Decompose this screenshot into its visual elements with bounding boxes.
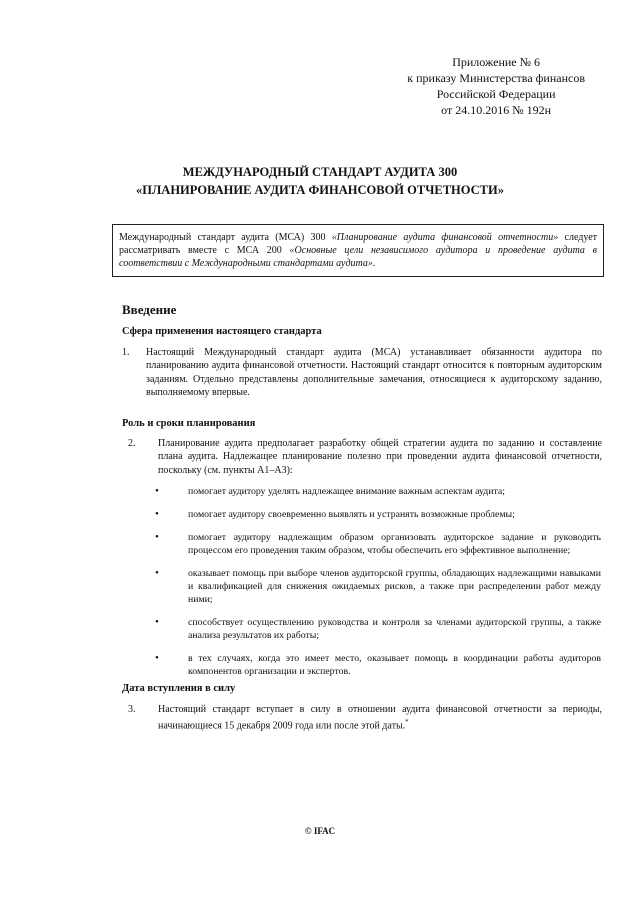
list-item: • помогает аудитору своевременно выявлять и устранять возможные проблемы; bbox=[155, 508, 515, 520]
appendix-date: от 24.10.2016 № 192н bbox=[441, 103, 552, 117]
subheading-effective-date: Дата вступления в силу bbox=[122, 683, 236, 694]
intro-text-1: Международный стандарт аудита (МСА) 300 bbox=[119, 232, 332, 243]
bullet-list bbox=[155, 485, 601, 688]
intro-italic-1: «Планирование аудита финансовой отчетности» bbox=[331, 232, 559, 243]
paragraph-3-text: Настоящий стандарт вступает в силу в отношении аудита финансовой отчетности за периоды, начинающиеся 15 декабря 2009 года или после этой даты. bbox=[158, 704, 602, 732]
list-item: • в тех случаях, когда это имеет место, оказывает помощь в координации работы аудиторов компонентов организации и экспертов. bbox=[155, 652, 601, 677]
subheading-scope: Сфера применения настоящего стандарта bbox=[122, 326, 322, 337]
title-line-2: «ПЛАНИРОВАНИЕ АУДИТА ФИНАНСОВОЙ ОТЧЕТНОСТИ» bbox=[136, 183, 504, 197]
intro-box bbox=[112, 224, 604, 277]
bullet-icon: • bbox=[155, 485, 159, 497]
paragraph-3 bbox=[122, 703, 602, 733]
intro-text-2: следует рассматривать вместе с МСА 200 bbox=[119, 232, 598, 256]
bullet-icon: • bbox=[155, 616, 159, 628]
bullet-icon: • bbox=[155, 508, 159, 520]
bullet-icon: • bbox=[155, 567, 159, 579]
paragraph-2 bbox=[122, 437, 602, 477]
paragraph-1-number: 1. bbox=[122, 347, 130, 358]
paragraph-1 bbox=[122, 346, 602, 399]
bullet-icon: • bbox=[155, 652, 159, 664]
intro-italic-2: «Основные цели независимого аудитора и проведение аудита в соответствии с Международными стандартами аудита». bbox=[119, 245, 597, 269]
list-item: • способствует осуществлению руководства и контроля за членами аудиторской группы, а также анализа результатов их работы; bbox=[155, 616, 601, 641]
paragraph-1-text: Настоящий Международный стандарт аудита (МСА) устанавливает обязанности аудитора по планированию аудита финансовой отчетности. Настоящий стандарт относится к повторным аудиторским заданиям. Отдельно представлены дополнительные замечания, относящиеся к аудиторскому заданию, выполняемому впервые. bbox=[146, 347, 602, 398]
appendix-order: к приказу Министерства финансов bbox=[407, 71, 585, 85]
paragraph-3-number: 3. bbox=[128, 704, 136, 715]
subheading-role: Роль и сроки планирования bbox=[122, 418, 256, 429]
copyright-footer: © IFAC bbox=[304, 826, 336, 836]
title-line-1: МЕЖДУНАРОДНЫЙ СТАНДАРТ АУДИТА 300 bbox=[182, 165, 458, 179]
appendix-number: Приложение № 6 bbox=[452, 55, 541, 69]
list-item: • помогает аудитору уделять надлежащее внимание важным аспектам аудита; bbox=[155, 485, 505, 497]
appendix-header bbox=[407, 54, 585, 118]
document-title bbox=[0, 163, 640, 199]
bullet-icon: • bbox=[155, 531, 159, 543]
section-heading-introduction: Введение bbox=[122, 302, 177, 317]
list-item: • оказывает помощь при выборе членов аудиторской группы, обладающих надлежащими навыками и квалификацией для снижения ожидаемых рисков, а также при распределении работ между ними; bbox=[155, 567, 601, 605]
paragraph-2-number: 2. bbox=[128, 438, 136, 449]
paragraph-2-text: Планирование аудита предполагает разработку общей стратегии аудита по заданию и составление плана аудита. Надлежащее планирование полезно при проведении аудита финансовой отчетности, поскольку (см. пункты А1–А3): bbox=[158, 438, 602, 476]
list-item: • помогает аудитору надлежащим образом организовать аудиторское задание и руководить процессом его проведения таким образом, чтобы обеспечить его эффективное выполнение; bbox=[155, 531, 601, 556]
footnote-mark: * bbox=[405, 718, 409, 727]
appendix-country: Российской Федерации bbox=[436, 87, 556, 101]
